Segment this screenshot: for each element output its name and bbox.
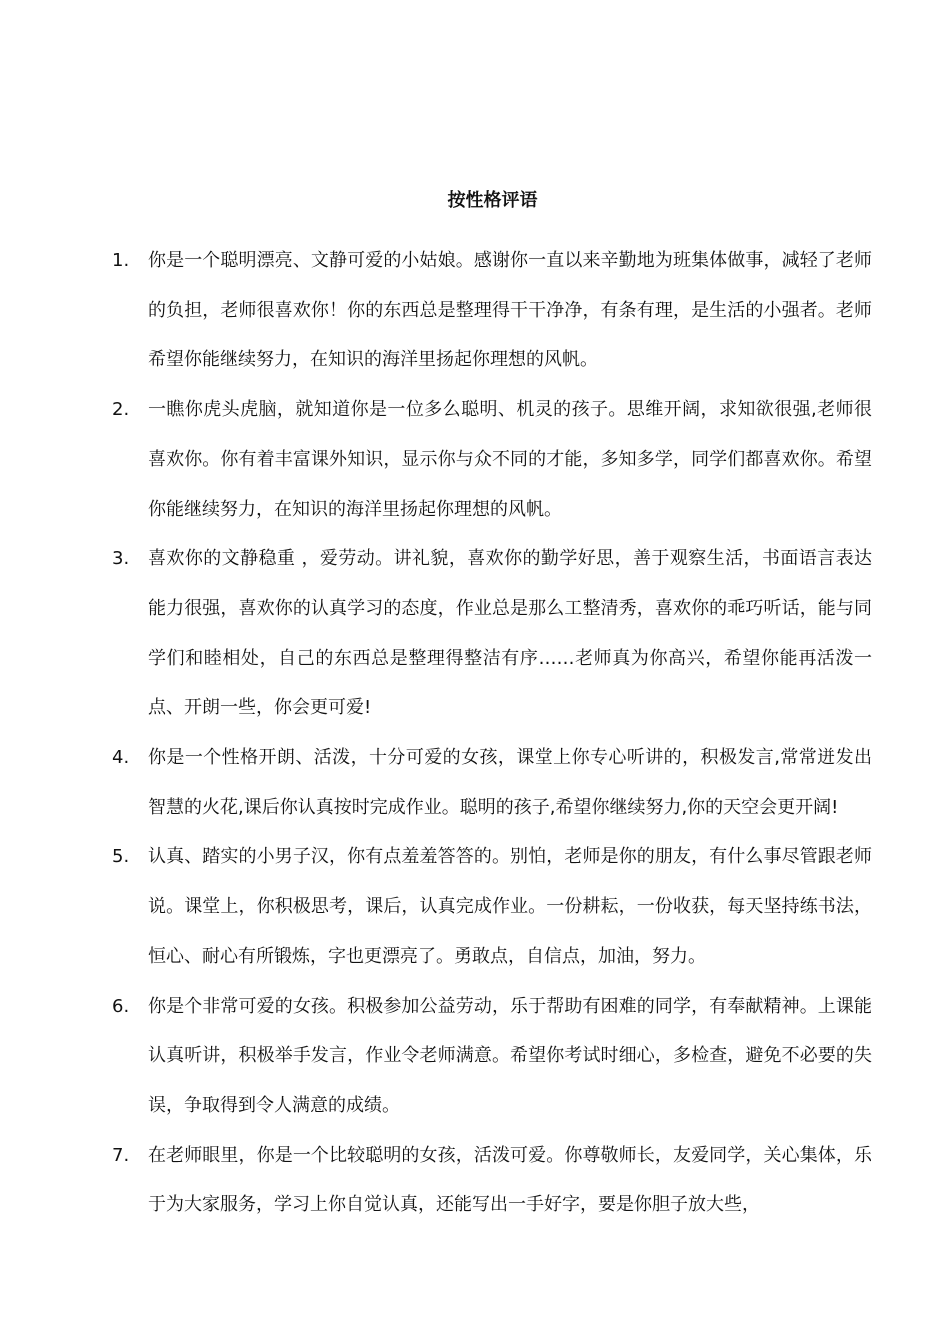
item-number: 5. — [112, 846, 130, 868]
list-item — [112, 832, 872, 981]
item-text: 你是个非常可爱的女孩。积极参加公益劳动，乐于帮助有困难的同学，有奉献精神。上课能认真听讲，积极举手发言，作业令老师满意。希望你考试时细心，多检查，避免不必要的失误，争取得到令人满意的成绩。 — [148, 995, 872, 1116]
list-item — [112, 385, 872, 534]
item-text: 你是一个聪明漂亮、文静可爱的小姑娘。感谢你一直以来辛勤地为班集体做事，减轻了老师的负担，老师很喜欢你！你的东西总是整理得干干净净，有条有理，是生活的小强者。老师希望你能继续努力，在知识的海洋里扬起你理想的风帆。 — [148, 250, 872, 371]
item-number: 3. — [112, 548, 130, 570]
item-number: 7. — [112, 1144, 130, 1166]
list-item — [112, 982, 872, 1131]
item-text: 你是一个性格开朗、活泼，十分可爱的女孩，课堂上你专心听讲的，积极发言,常常迸发出智慧的火花,课后你认真按时完成作业。聪明的孩子,希望你继续努力,你的天空会更开阔! — [148, 747, 872, 818]
item-number: 1. — [112, 250, 130, 271]
item-text: 认真、踏实的小男子汉，你有点羞羞答答的。别怕，老师是你的朋友，有什么事尽管跟老师说。课堂上，你积极思考，课后，认真完成作业。一份耕耘，一份收获，每天坚持练书法，恒心、耐心有所锻炼，字也更漂亮了。勇敢点，自信点，加油，努力。 — [148, 846, 872, 967]
item-text: 在老师眼里，你是一个比较聪明的女孩，活泼可爱。你尊敬师长，友爱同学，关心集体，乐于为大家服务，学习上你自觉认真，还能写出一手好字，要是你胆子放大些， — [148, 1144, 872, 1216]
item-number: 4. — [112, 747, 130, 769]
document-title: 按性格评语 — [447, 190, 538, 211]
list-item — [112, 534, 872, 733]
item-text: 喜欢你的文静稳重 ，爱劳动。讲礼貌，喜欢你的勤学好思，善于观察生活，书面语言表达能力很强，喜欢你的认真学习的态度，作业总是那么工整清秀，喜欢你的乖巧听话，能与同学们和睦相处，自己的东西总是整理得整洁有序……老师真为你高兴，希望你能再活泼一点、开朗一些，你会更可爱! — [148, 548, 872, 719]
comment-list — [112, 236, 872, 1230]
item-text: 一瞧你虎头虎脑，就知道你是一位多么聪明、机灵的孩子。思维开阔，求知欲很强,老师很喜欢你。你有着丰富课外知识，显示你与众不同的才能，多知多学，同学们都喜欢你。希望你能继续努力，在知识的海洋里扬起你理想的风帆。 — [148, 399, 872, 520]
list-item — [112, 236, 872, 385]
list-item — [112, 733, 872, 832]
item-number: 2. — [112, 399, 130, 421]
item-number: 6. — [112, 995, 130, 1017]
list-item — [112, 1131, 872, 1230]
